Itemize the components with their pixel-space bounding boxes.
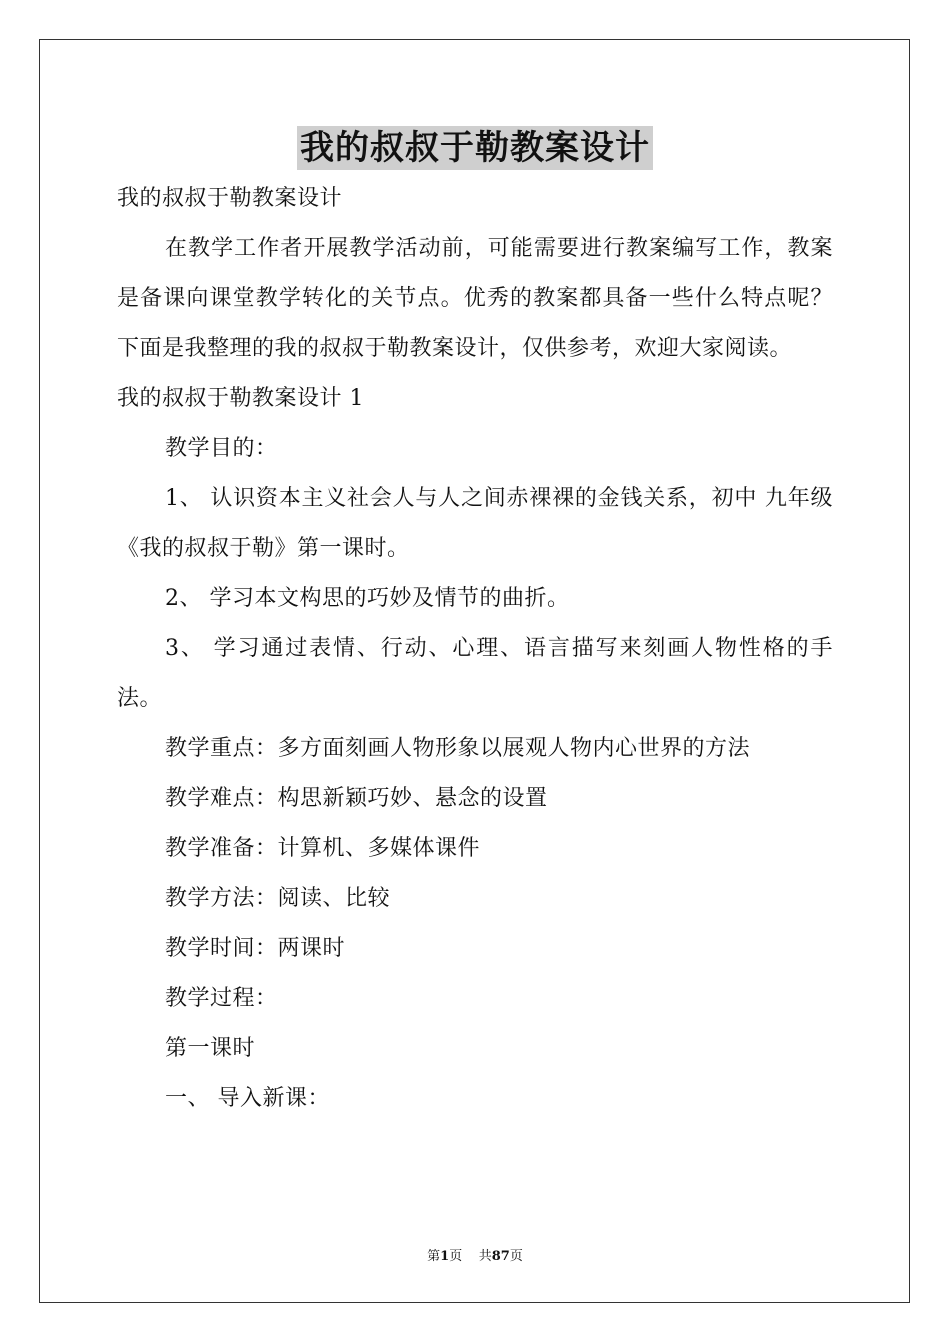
paragraph: 教学重点：多方面刻画人物形象以展观人物内心世界的方法: [165, 736, 751, 761]
paragraph: 教学目的：: [165, 436, 278, 461]
total-prefix: 共: [478, 1249, 492, 1264]
document-body: [117, 174, 833, 1124]
paragraph: 教学准备：计算机、多媒体课件: [165, 836, 481, 861]
total-suffix: 页: [509, 1249, 523, 1264]
document-title: 我的叔叔于勒教案设计: [297, 126, 653, 170]
paragraph: 教学方法：阅读、比较: [165, 886, 391, 911]
paragraph: 2、 学习本文构思的巧妙及情节的曲折。: [165, 586, 570, 611]
paragraph: 教学难点：构思新颖巧妙、悬念的设置: [165, 786, 548, 811]
page-suffix: 页: [449, 1249, 463, 1264]
page-prefix: 第: [427, 1249, 441, 1264]
paragraph: 1、 认识资本主义社会人与人之间赤裸裸的金钱关系，初中 九年级《我的叔叔于勒》第一课时。: [117, 486, 833, 561]
paragraph: 一、 导入新课：: [165, 1086, 330, 1111]
paragraph: 在教学工作者开展教学活动前，可能需要进行教案编写工作，教案是备课向课堂教学转化的关节点。优秀的教案都具备一些什么特点呢？下面是我整理的我的叔叔于勒教案设计，仅供参考，欢迎大家阅读。: [117, 236, 833, 361]
page-footer: [0, 1248, 950, 1266]
paragraph: 我的叔叔于勒教案设计: [117, 186, 343, 211]
paragraph: 教学时间：两课时: [165, 936, 346, 961]
title-container: [0, 126, 950, 170]
total-pages: 87: [491, 1249, 510, 1264]
page-number: 1: [440, 1249, 450, 1264]
paragraph: 教学过程：: [165, 986, 278, 1011]
paragraph: 3、 学习通过表情、行动、心理、语言描写来刻画人物性格的手法。: [117, 636, 833, 711]
paragraph: 我的叔叔于勒教案设计 1: [117, 386, 364, 411]
paragraph: 第一课时: [165, 1036, 256, 1061]
